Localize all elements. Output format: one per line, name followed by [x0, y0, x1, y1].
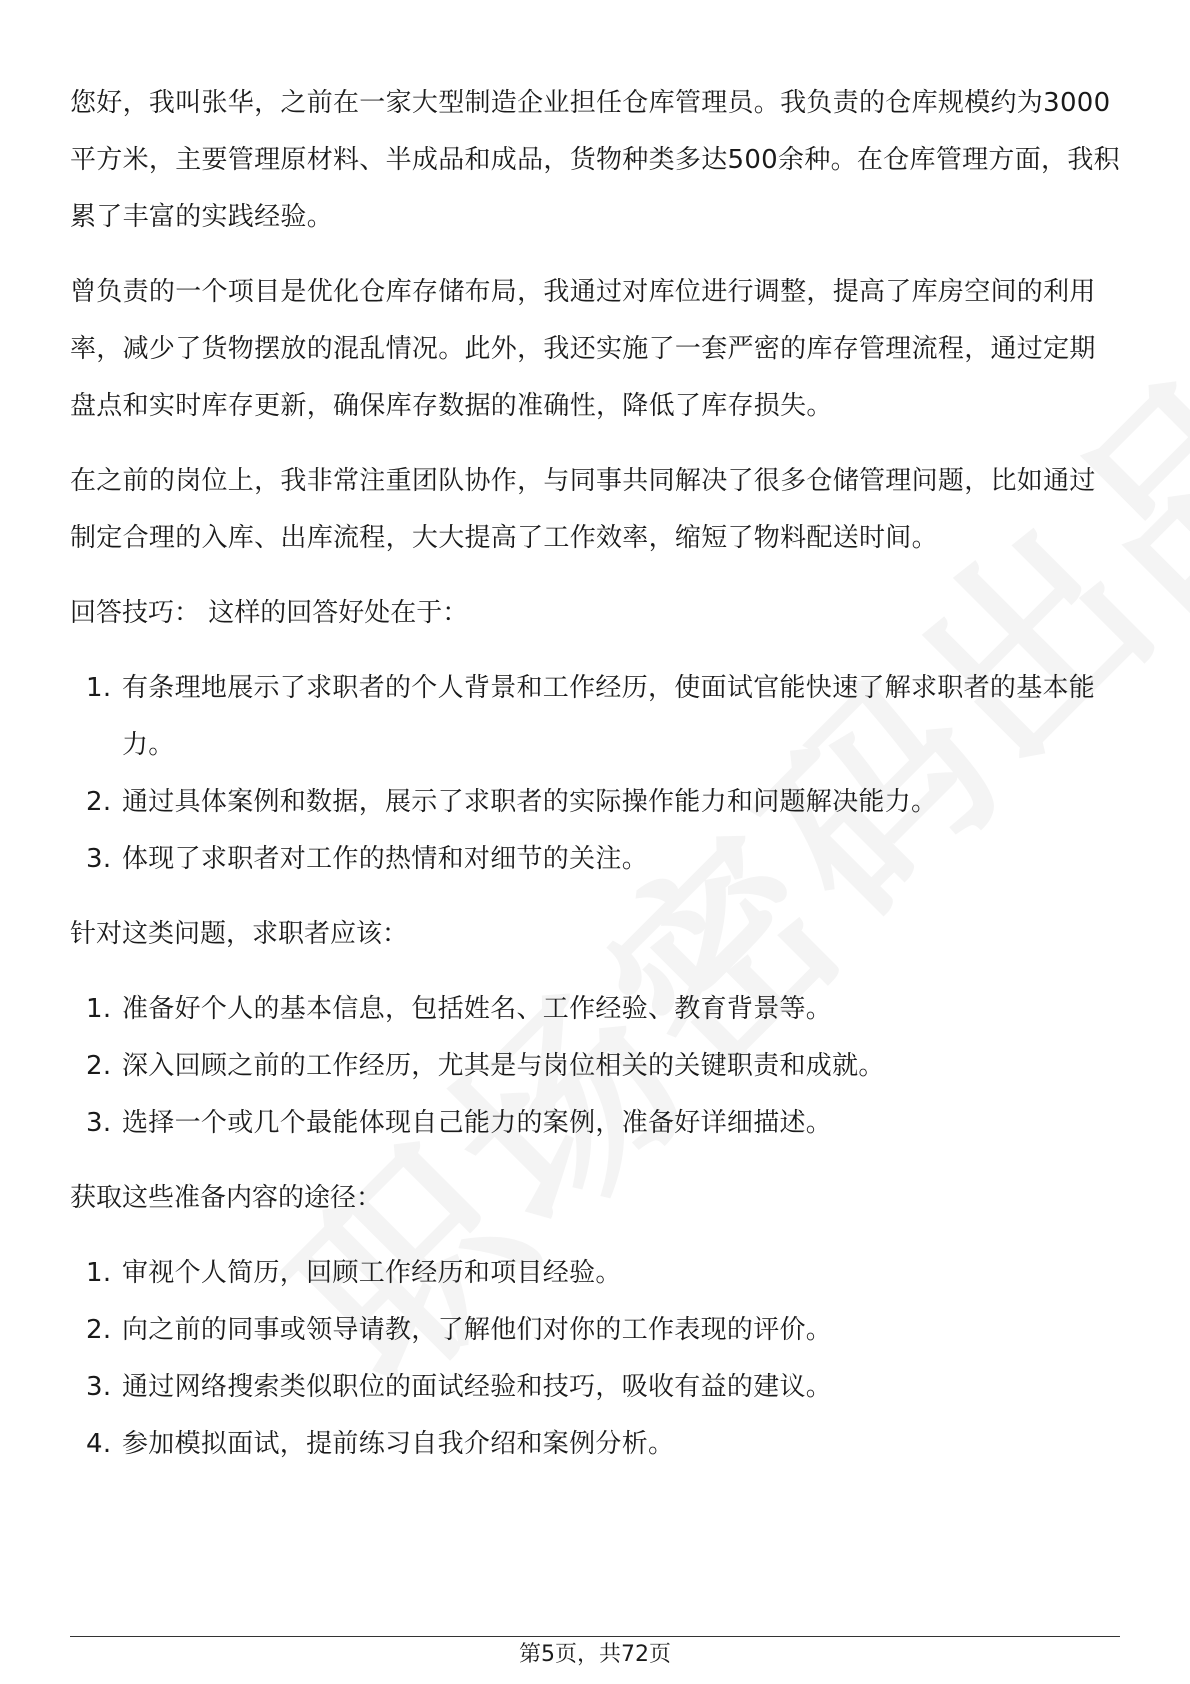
teamwork-paragraph: 在之前的岗位上，我非常注重团队协作，与同事共同解决了很多仓储管理问题，比如通过制定合理的入库、出库流程，大大提高了工作效率，缩短了物料配送时间。	[70, 466, 1096, 553]
list-item-text: 深入回顾之前的工作经历，尤其是与岗位相关的关键职责和成就。	[122, 1051, 885, 1081]
list-item-number: 1.	[86, 1258, 112, 1288]
document-page	[70, 75, 1120, 1491]
list-item	[70, 660, 1120, 774]
list-item-text: 有条理地展示了求职者的个人背景和工作经历，使面试官能快速了解求职者的基本能力。	[122, 673, 1096, 760]
list-item	[70, 774, 1120, 831]
list-item-number: 2.	[86, 787, 112, 817]
list-item-number: 1.	[86, 673, 112, 703]
list-item-number: 4.	[86, 1429, 112, 1459]
list-item-text: 通过具体案例和数据，展示了求职者的实际操作能力和问题解决能力。	[122, 787, 938, 817]
should-list	[70, 981, 1120, 1152]
list-item	[70, 1302, 1120, 1359]
list-item-text: 体现了求职者对工作的热情和对细节的关注。	[122, 844, 649, 874]
list-item-text: 参加模拟面试，提前练习自我介绍和案例分析。	[122, 1429, 675, 1459]
list-item	[70, 831, 1120, 888]
list-item	[70, 1416, 1120, 1473]
list-item-text: 选择一个或几个最能体现自己能力的案例，准备好详细描述。	[122, 1108, 833, 1138]
tips-list	[70, 660, 1120, 888]
should-heading: 针对这类问题，求职者应该：	[70, 919, 409, 949]
list-item-text: 通过网络搜索类似职位的面试经验和技巧，吸收有益的建议。	[122, 1372, 833, 1402]
tips-heading: 回答技巧： 这样的回答好处在于：	[70, 598, 469, 628]
list-item-number: 3.	[86, 844, 112, 874]
list-item-text: 准备好个人的基本信息，包括姓名、工作经验、教育背景等。	[122, 994, 833, 1024]
list-item	[70, 1359, 1120, 1416]
ways-list	[70, 1245, 1120, 1473]
footer-divider	[70, 1636, 1120, 1637]
list-item	[70, 1038, 1120, 1095]
list-item-number: 2.	[86, 1315, 112, 1345]
list-item	[70, 1095, 1120, 1152]
list-item-number: 3.	[86, 1108, 112, 1138]
list-item-text: 审视个人简历，回顾工作经历和项目经验。	[122, 1258, 622, 1288]
ways-heading: 获取这些准备内容的途径：	[70, 1183, 383, 1213]
list-item	[70, 1245, 1120, 1302]
list-item-number: 1.	[86, 994, 112, 1024]
list-item	[70, 981, 1120, 1038]
list-item-text: 向之前的同事或领导请教，了解他们对你的工作表现的评价。	[122, 1315, 833, 1345]
list-item-number: 2.	[86, 1051, 112, 1081]
intro-paragraph: 您好，我叫张华，之前在一家大型制造企业担任仓库管理员。我负责的仓库规模约为3000平方米，主要管理原材料、半成品和成品，货物种类多达500余种。在仓库管理方面，我积累了丰富的实践经验。	[70, 88, 1120, 232]
project-paragraph: 曾负责的一个项目是优化仓库存储布局，我通过对库位进行调整，提高了库房空间的利用率，减少了货物摆放的混乱情况。此外，我还实施了一套严密的库存管理流程，通过定期盘点和实时库存更新，确保库存数据的准确性，降低了库存损失。	[70, 277, 1096, 421]
page-number: 第5页，共72页	[519, 1642, 671, 1667]
list-item-number: 3.	[86, 1372, 112, 1402]
